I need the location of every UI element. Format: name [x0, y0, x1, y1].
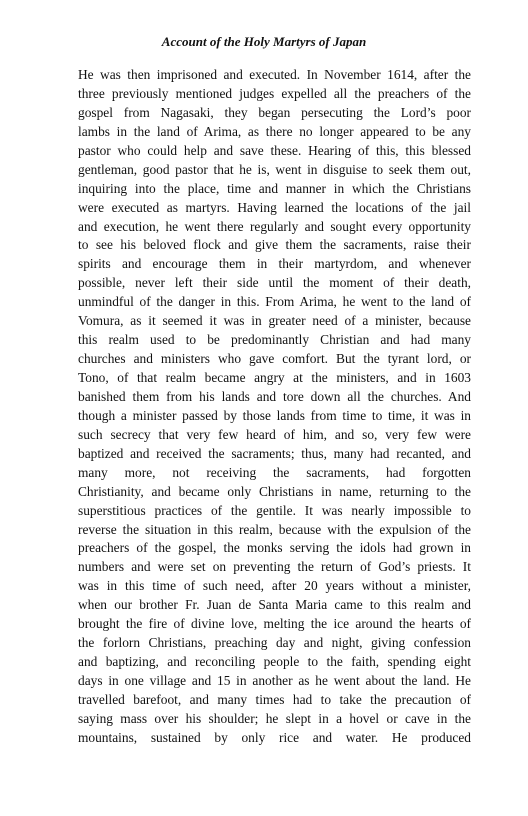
body-text-line: reverse the situation in this realm, because with the expulsion of the: [78, 521, 471, 537]
body-text-line: three previously mentioned judges expelled all the preachers of the: [78, 85, 471, 101]
body-text-line: pastor who could help and save these. Hearing of this, this blessed: [78, 142, 471, 158]
body-text-line: Tono, of that realm became angry at the ministers, and in 1603: [78, 370, 471, 385]
body-text-line: travelled barefoot, and many times had to take the precaution of: [78, 691, 471, 707]
body-text-line: the forlorn Christians, preaching day and night, giving confession: [78, 635, 471, 651]
body-text-line: He was then imprisoned and executed. In November 1614, after the: [78, 67, 471, 82]
body-text-line: Christianity, and became only Christians in name, returning to the: [78, 483, 471, 499]
body-text-line: unmindful of the danger in this. From Arima, he went to the land of: [78, 294, 471, 310]
body-text: [78, 66, 471, 748]
body-text-line: and execution, he went there regularly and sought every opportunity: [78, 218, 471, 234]
body-text-line: and baptizing, and reconciling people to the faith, spending eight: [78, 654, 471, 670]
body-text-line: churches and ministers who gave comfort. But the tyrant lord, or: [78, 351, 471, 367]
body-text-line: lambs in the land of Arima, as there no longer appeared to be any: [78, 123, 471, 139]
body-text-line: brought the fire of divine love, melting the ice around the hearts of: [78, 616, 471, 632]
body-text-line: this realm used to be predominantly Christian and had many: [78, 332, 471, 348]
body-text-line: mountains, sustained by only rice and water. He produced: [78, 729, 471, 745]
body-text-line: when our brother Fr. Juan de Santa Maria came to this realm and: [78, 597, 471, 613]
body-text-line: banished them from his lands and tore down all the churches. And: [78, 388, 471, 404]
body-text-line: such secrecy that very few heard of him, and so, very few were: [78, 426, 471, 442]
body-text-line: were executed as martyrs. Having learned the locations of the jail: [78, 199, 471, 215]
body-text-line: many more, not receiving the sacraments, had forgotten: [78, 464, 471, 480]
body-text-line: gospel from Nagasaki, they began persecuting the Lord’s poor: [78, 104, 471, 120]
body-text-line: to see his beloved flock and give them the sacraments, raise their: [78, 237, 471, 253]
page-title: Account of the Holy Martyrs of Japan: [161, 34, 367, 49]
body-text-line: was in this time of such need, after 20 years without a minister,: [78, 578, 471, 594]
body-text-line: Vomura, as it seemed it was in greater need of a minister, because: [78, 313, 471, 329]
body-text-line: saying mass over his shoulder; he slept in a hovel or cave in the: [78, 710, 471, 726]
body-text-line: baptized and received the sacraments; thus, many had recanted, and: [78, 445, 471, 461]
body-text-line: possible, never left their side until the moment of their death,: [78, 275, 471, 291]
body-text-line: days in one village and 15 in another as he went about the land. He: [78, 673, 471, 688]
body-text-line: numbers and were set on preventing the return of God’s priests. It: [78, 559, 471, 575]
body-text-line: superstitious practices of the gentile. It was nearly impossible to: [78, 502, 471, 518]
body-text-line: spirits and encourage them in their martyrdom, and whenever: [78, 256, 471, 272]
body-text-line: preachers of the gospel, the monks serving the idols had grown in: [78, 540, 471, 556]
body-text-line: inquiring into the place, time and manner in which the Christians: [78, 180, 471, 196]
body-text-line: though a minister passed by those lands from time to time, it was in: [78, 407, 471, 423]
body-text-line: gentleman, good pastor that he is, went in disguise to seek them out,: [78, 161, 471, 177]
